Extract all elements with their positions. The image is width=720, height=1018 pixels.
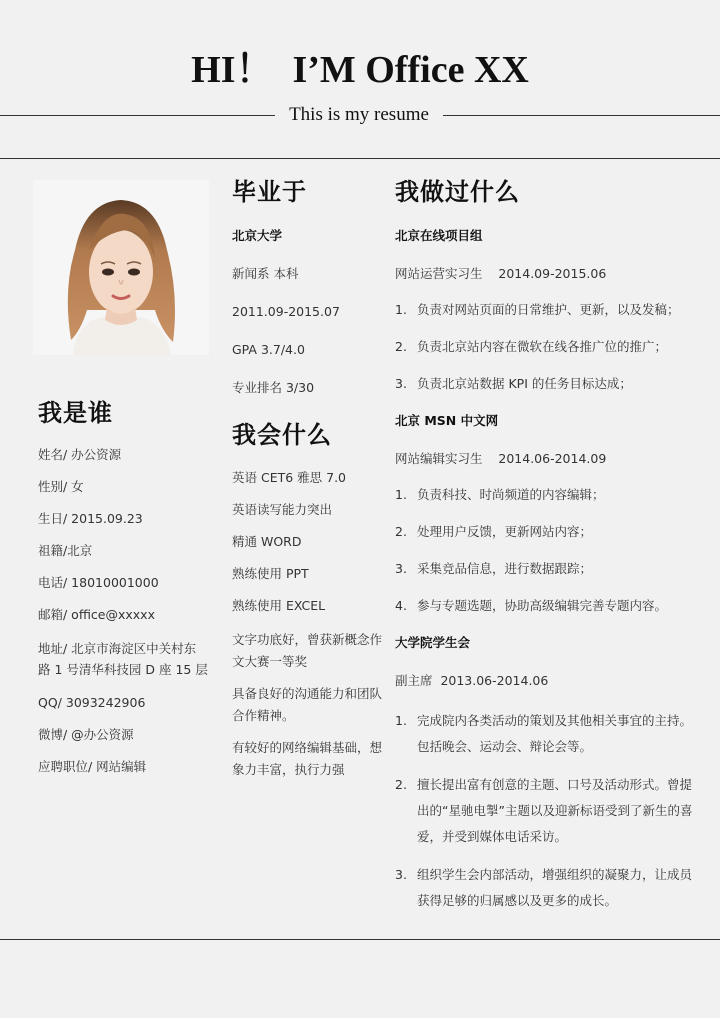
duty-item bbox=[395, 338, 700, 356]
duty-item bbox=[395, 486, 700, 504]
education-heading: 毕业于 bbox=[232, 178, 307, 206]
skill-item: 英语 CET6 雅思 7.0 bbox=[232, 470, 347, 485]
duty-item bbox=[395, 523, 700, 541]
duty-text: 处理用户反馈，更新网站内容； bbox=[417, 524, 593, 539]
about-qq: QQ/ 3093242906 bbox=[38, 695, 146, 710]
about-position: 应聘职位/ 网站编辑 bbox=[38, 759, 147, 774]
duty-item bbox=[395, 560, 700, 578]
job-role: 网站编辑实习生 2014.06-2014.09 bbox=[395, 451, 607, 466]
job-org: 大学院学生会 bbox=[395, 635, 471, 650]
education-gpa: GPA 3.7/4.0 bbox=[232, 342, 305, 357]
duty-text: 负责北京站数据 KPI 的任务目标达成； bbox=[417, 376, 632, 391]
duty-number: 2. bbox=[395, 339, 407, 354]
duty-text: 参与专题选题，协助高级编辑完善专题内容。 bbox=[417, 598, 668, 613]
duty-text: 采集竞品信息，进行数据跟踪； bbox=[417, 561, 593, 576]
about-section bbox=[38, 393, 208, 790]
about-email: 邮箱/ office@xxxxx bbox=[38, 607, 155, 622]
about-gender: 性别/ 女 bbox=[38, 479, 84, 494]
job-block bbox=[395, 227, 700, 393]
about-birthday: 生日/ 2015.09.23 bbox=[38, 511, 143, 526]
header-rule bbox=[0, 158, 720, 159]
skill-item: 熟练使用 EXCEL bbox=[232, 598, 326, 613]
duty-number: 1. bbox=[395, 487, 407, 502]
education-period: 2011.09-2015.07 bbox=[232, 304, 340, 319]
profile-photo bbox=[33, 180, 209, 355]
skill-item: 精通 WORD bbox=[232, 534, 302, 549]
footer-rule bbox=[0, 939, 720, 940]
skill-item: 熟练使用 PPT bbox=[232, 566, 309, 581]
experience-section bbox=[395, 174, 700, 926]
duty-item bbox=[395, 375, 700, 393]
experience-heading: 我做过什么 bbox=[395, 178, 520, 206]
portrait-illustration bbox=[33, 180, 209, 355]
about-heading: 我是谁 bbox=[38, 399, 113, 427]
job-role: 副主席 2013.06-2014.06 bbox=[395, 673, 549, 688]
subtitle-divider-left bbox=[0, 115, 275, 116]
duty-text: 擅长提出富有创意的主题、口号及活动形式。曾提出的“星驰电掣”主题以及迎新标语受到了新生的喜爱，并受到媒体电话采访。 bbox=[417, 777, 693, 844]
duty-number: 4. bbox=[395, 598, 407, 613]
duty-number: 3. bbox=[395, 867, 407, 882]
about-hometown: 祖籍/北京 bbox=[38, 543, 93, 558]
duty-text: 负责对网站页面的日常维护、更新，以及发稿； bbox=[417, 302, 680, 317]
duty-number: 1. bbox=[395, 302, 407, 317]
job-org: 北京在线项目组 bbox=[395, 228, 483, 243]
education-major: 新闻系 本科 bbox=[232, 266, 299, 281]
skills-heading: 我会什么 bbox=[232, 421, 332, 449]
education-skills-section bbox=[232, 174, 382, 791]
duty-item bbox=[395, 597, 700, 615]
job-role: 网站运营实习生 2014.09-2015.06 bbox=[395, 266, 607, 281]
about-weibo: 微博/ @办公资源 bbox=[38, 727, 134, 742]
education-rank: 专业排名 3/30 bbox=[232, 380, 315, 395]
duty-number: 3. bbox=[395, 561, 407, 576]
duty-number: 2. bbox=[395, 524, 407, 539]
job-block bbox=[395, 412, 700, 615]
about-address: 地址/ 北京市海淀区中关村东路 1 号清华科技园 D 座 15 层 bbox=[38, 641, 208, 677]
duty-number: 3. bbox=[395, 376, 407, 391]
skill-item: 有较好的网络编辑基础，想象力丰富，执行力强 bbox=[232, 740, 383, 777]
duty-text: 负责科技、时尚频道的内容编辑； bbox=[417, 487, 605, 502]
skill-item: 英语读写能力突出 bbox=[232, 502, 333, 517]
duty-text: 组织学生会内部活动，增强组织的凝聚力，让成员获得足够的归属感以及更多的成长。 bbox=[417, 867, 693, 908]
duty-text: 负责北京站内容在微软在线各推广位的推广； bbox=[417, 339, 668, 354]
page-subtitle: This is my resume bbox=[289, 104, 429, 125]
about-name: 姓名/ 办公资源 bbox=[38, 447, 122, 462]
subtitle-divider-right bbox=[443, 115, 720, 116]
job-block bbox=[395, 634, 700, 914]
duty-item bbox=[395, 772, 700, 850]
job-org: 北京 MSN 中文网 bbox=[395, 413, 499, 428]
about-phone: 电话/ 18010001000 bbox=[38, 575, 159, 590]
skill-item: 文字功底好，曾获新概念作文大赛一等奖 bbox=[232, 632, 383, 669]
page-title: HI！ I’M Office XX bbox=[191, 49, 529, 91]
duty-item bbox=[395, 862, 700, 914]
duty-number: 1. bbox=[395, 713, 407, 728]
duty-text: 完成院内各类活动的策划及其他相关事宜的主持。包括晚会、运动会、辩论会等。 bbox=[417, 713, 693, 754]
duty-item bbox=[395, 301, 700, 319]
duty-number: 2. bbox=[395, 777, 407, 792]
education-school: 北京大学 bbox=[232, 228, 283, 243]
skill-item: 具备良好的沟通能力和团队合作精神。 bbox=[232, 686, 383, 723]
duty-item bbox=[395, 708, 700, 760]
